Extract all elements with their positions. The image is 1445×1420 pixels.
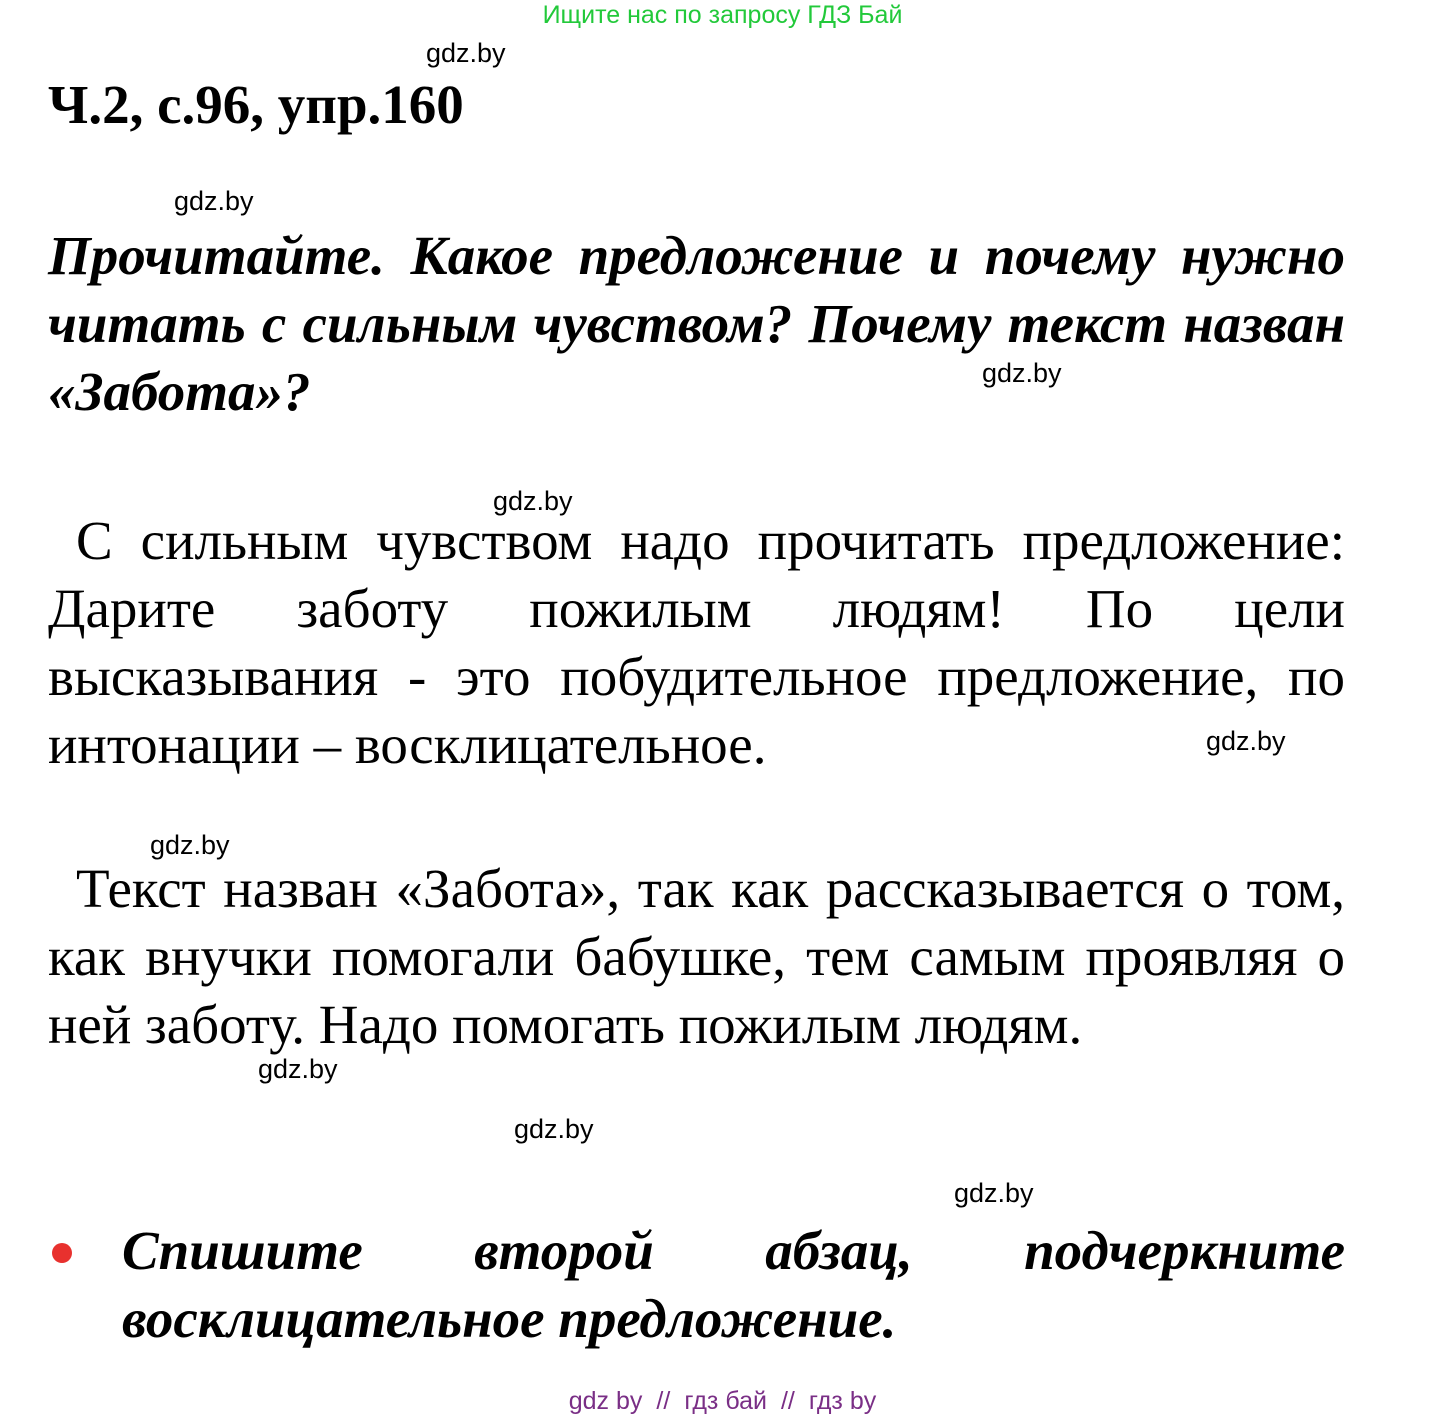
watermark: gdz.by (174, 186, 254, 216)
watermark: gdz.by (258, 1054, 338, 1084)
task-text: Прочитайте. Какое предложение и почему нужно читать с сильным чувством? Почему текст назван «Забота»? (48, 225, 1345, 422)
footer (0, 1386, 1445, 1416)
watermark: gdz.by (150, 830, 230, 860)
watermark: gdz.by (982, 358, 1062, 388)
watermark: gdz.by (1206, 726, 1286, 756)
footer-link[interactable]: gdz by (568, 1387, 643, 1415)
page-title: Ч.2, с.96, упр.160 (48, 74, 464, 135)
footer-link[interactable]: гдз by (808, 1387, 877, 1415)
watermark: gdz.by (514, 1114, 594, 1144)
footer-separator: // (780, 1387, 795, 1415)
bullet-task-text: Спишите второй абзац, подчеркните восклицательное предложение. (122, 1220, 1345, 1349)
watermark: gdz.by (954, 1178, 1034, 1208)
answer-paragraph-2: Текст назван «Забота», так как рассказывается о том, как внучки помогали бабушке, тем самым проявляя о ней заботу. Надо помогать пожилым людям. (48, 858, 1345, 1055)
bullet-icon (52, 1243, 72, 1263)
watermark: gdz.by (426, 38, 506, 68)
top-banner: Ищите нас по запросу ГДЗ Бай (542, 1, 903, 29)
footer-separator: // (656, 1387, 671, 1415)
watermark: gdz.by (493, 486, 573, 516)
footer-link[interactable]: гдз бай (684, 1387, 767, 1415)
answer-paragraph-1: С сильным чувством надо прочитать предложение: Дарите заботу пожилым людям! По цели высказывания - это побудительное предложение, по интонации – восклицательное. (48, 510, 1345, 775)
